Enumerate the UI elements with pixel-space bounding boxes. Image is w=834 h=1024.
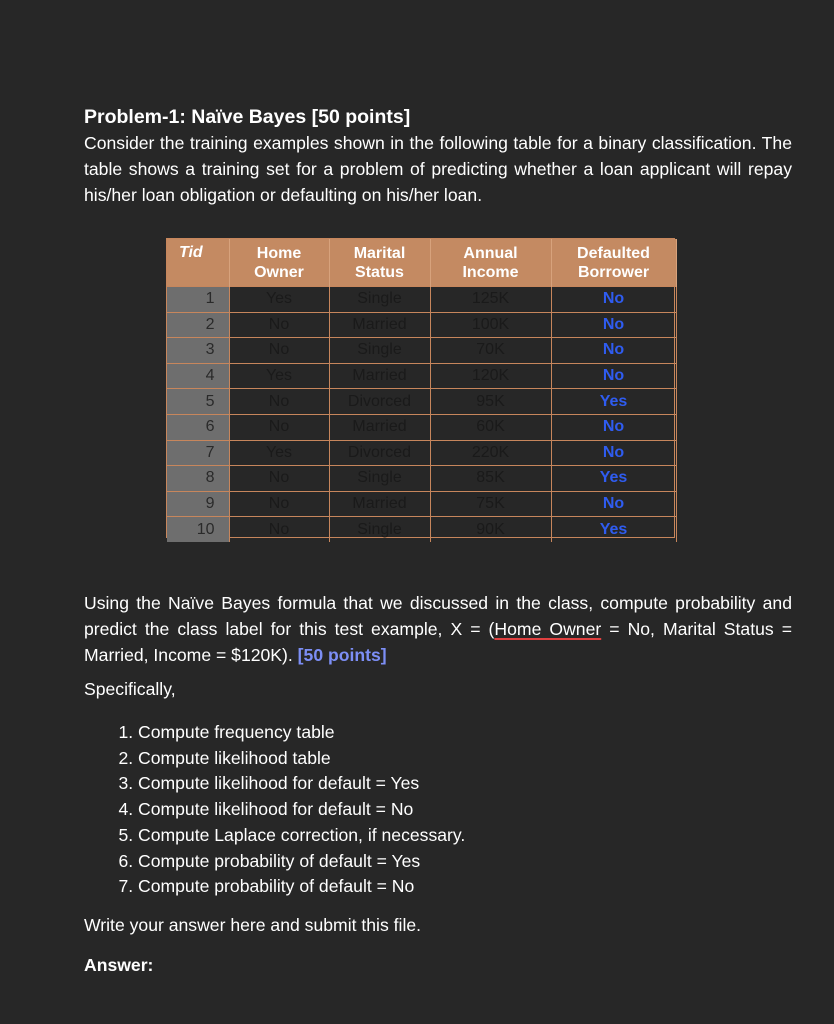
cell-annual-income: 85K: [430, 466, 551, 492]
cell-tid: 5: [167, 389, 229, 415]
cell-home-owner: Yes: [229, 440, 329, 466]
cell-home-owner: No: [229, 517, 329, 542]
cell-marital-status: Divorced: [329, 389, 430, 415]
cell-annual-income: 60K: [430, 414, 551, 440]
answer-label: Answer:: [84, 954, 154, 975]
cell-tid: 1: [167, 287, 229, 313]
cell-marital-status: Single: [329, 466, 430, 492]
question-points: [50 points]: [297, 645, 387, 665]
header-marital-status-line2: Status: [355, 263, 404, 281]
table-row: [167, 312, 676, 338]
list-item: 4. Compute likelihood for default = No: [138, 797, 792, 823]
header-marital-status-line1: Marital: [353, 244, 406, 262]
cell-tid: 7: [167, 440, 229, 466]
cell-defaulted: Yes: [551, 517, 676, 542]
cell-home-owner: No: [229, 414, 329, 440]
list-item: 3. Compute likelihood for default = Yes: [138, 771, 792, 797]
question-text: [84, 590, 792, 668]
cell-tid: 8: [167, 466, 229, 492]
list-item: 6. Compute probability of default = Yes: [138, 849, 792, 875]
cell-marital-status: Married: [329, 312, 430, 338]
problem-title: Problem-1: Naïve Bayes [50 points]: [84, 106, 411, 128]
header-home-owner-line1: Home: [256, 244, 302, 262]
cell-defaulted: No: [551, 363, 676, 389]
cell-annual-income: 95K: [430, 389, 551, 415]
header-marital-status: [329, 239, 430, 287]
cell-home-owner: Yes: [229, 363, 329, 389]
table-row: [167, 466, 676, 492]
list-item: 5. Compute Laplace correction, if necessary.: [138, 823, 792, 849]
cell-defaulted: No: [551, 414, 676, 440]
problem-section: [84, 104, 792, 208]
cell-defaulted: Yes: [551, 466, 676, 492]
cell-marital-status: Single: [329, 517, 430, 542]
cell-annual-income: 75K: [430, 491, 551, 517]
cell-marital-status: Married: [329, 491, 430, 517]
cell-home-owner: No: [229, 312, 329, 338]
list-item: 7. Compute probability of default = No: [138, 874, 792, 900]
cell-home-owner: No: [229, 338, 329, 364]
cell-defaulted: No: [551, 491, 676, 517]
cell-home-owner: No: [229, 389, 329, 415]
header-annual-income: [430, 239, 551, 287]
table-header-row: [167, 239, 676, 287]
table-row: [167, 389, 676, 415]
problem-intro: Consider the training examples shown in the following table for a binary classification. The table shows a training set for a problem of predicting whether a loan applicant will repay his/her loan obligation or defaulting on his/her loan.: [84, 133, 792, 205]
table-row: [167, 363, 676, 389]
cell-tid: 6: [167, 414, 229, 440]
header-annual-income-line1: Annual: [463, 244, 518, 262]
question-underlined-term: Home Owner: [494, 619, 602, 639]
cell-tid: 10: [167, 517, 229, 542]
cell-annual-income: 70K: [430, 338, 551, 364]
cell-defaulted: No: [551, 287, 676, 313]
header-defaulted-borrower-line1: Defaulted: [577, 244, 650, 262]
question-section: [84, 590, 792, 978]
cell-marital-status: Single: [329, 338, 430, 364]
cell-home-owner: Yes: [229, 287, 329, 313]
cell-defaulted: Yes: [551, 389, 676, 415]
write-instruction: Write your answer here and submit this file.: [84, 914, 422, 935]
cell-annual-income: 220K: [430, 440, 551, 466]
table-row: [167, 414, 676, 440]
cell-marital-status: Single: [329, 287, 430, 313]
cell-annual-income: 90K: [430, 517, 551, 542]
cell-annual-income: 125K: [430, 287, 551, 313]
cell-defaulted: No: [551, 312, 676, 338]
table-row: [167, 517, 676, 542]
table-row: [167, 287, 676, 313]
header-home-owner: [229, 239, 329, 287]
training-table: [166, 238, 675, 538]
question-part-2: = No, Marital Status = Married, Income = $120K).: [84, 619, 792, 665]
steps-list: [84, 720, 792, 900]
cell-tid: 4: [167, 363, 229, 389]
cell-marital-status: Married: [329, 414, 430, 440]
cell-defaulted: No: [551, 338, 676, 364]
header-defaulted-borrower-line2: Borrower: [577, 263, 650, 281]
table-row: [167, 338, 676, 364]
list-item: 1. Compute frequency table: [138, 720, 792, 746]
cell-tid: 9: [167, 491, 229, 517]
cell-annual-income: 120K: [430, 363, 551, 389]
cell-marital-status: Divorced: [329, 440, 430, 466]
table-row: [167, 440, 676, 466]
cell-marital-status: Married: [329, 363, 430, 389]
cell-tid: 3: [167, 338, 229, 364]
table-row: [167, 491, 676, 517]
specifically-label: Specifically,: [84, 679, 176, 699]
cell-annual-income: 100K: [430, 312, 551, 338]
header-home-owner-line2: Owner: [254, 263, 304, 281]
header-defaulted-borrower: [551, 239, 676, 287]
question-part-1: Using the Naïve Bayes formula that we discussed in the class, compute probability and predict the class label for this test example, X = (: [84, 593, 792, 639]
header-annual-income-line2: Income: [462, 263, 519, 281]
cell-home-owner: No: [229, 491, 329, 517]
cell-defaulted: No: [551, 440, 676, 466]
cell-home-owner: No: [229, 466, 329, 492]
header-tid: Tid: [167, 239, 229, 287]
cell-tid: 2: [167, 312, 229, 338]
list-item: 2. Compute likelihood table: [138, 746, 792, 772]
training-data-table: [167, 239, 677, 542]
